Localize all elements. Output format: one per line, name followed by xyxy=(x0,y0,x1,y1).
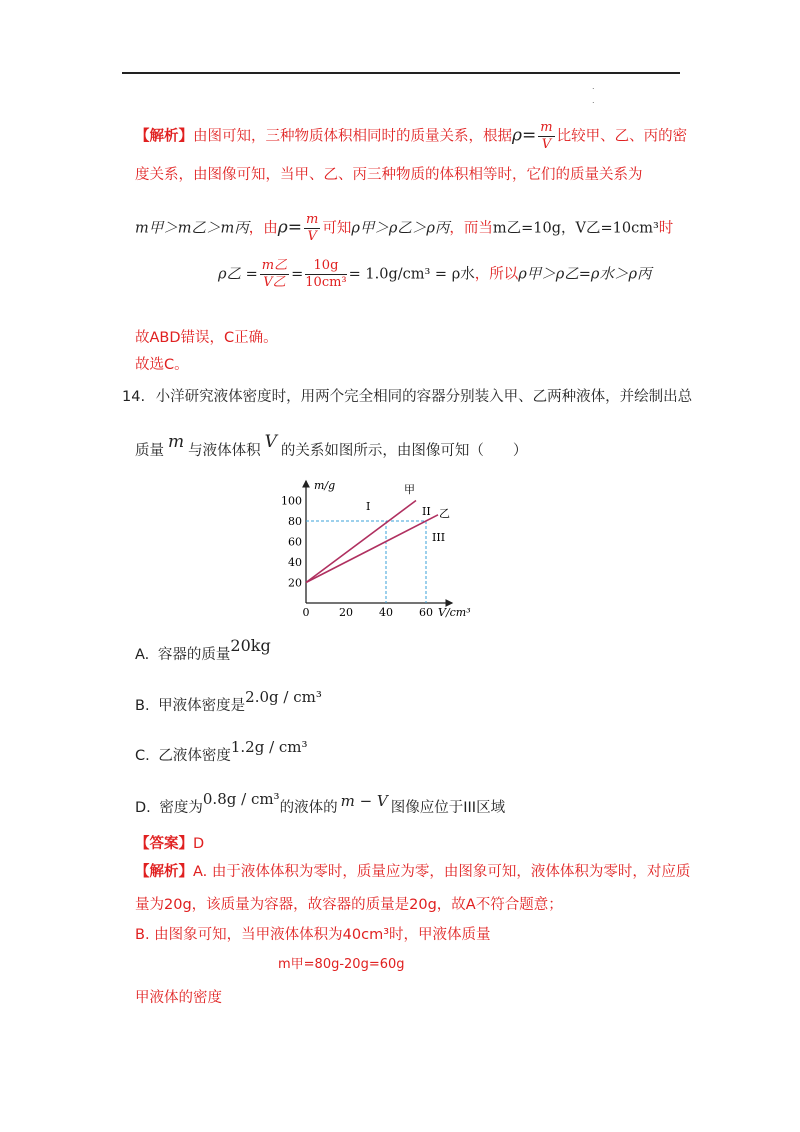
choice-line: 故选C。 xyxy=(135,357,189,373)
region-I-label: I xyxy=(366,500,371,513)
y-tick-label: 100 xyxy=(281,494,302,508)
analysis-line-3: m甲＞m乙＞m丙，由ρ= $\frac{m}{V}$ 可知ρ甲＞ρ乙＞ρ丙，而当m乙=10g，V乙=10cm³时 xyxy=(135,212,674,244)
fraction-m-v: $\frac{\text{m乙}}{\text{V乙}}$ xyxy=(261,258,288,290)
answer-analysis-a2: 量为20g，该质量为容器，故容器的质量是20g，故A不符合题意； xyxy=(135,897,563,913)
analysis-line-4: ρ乙 = $\frac{\text{m乙}}{\text{V乙}}$ = $\frac{10g}{\text{10cm³}}$ = 1.0g/cm³ = ρ水，所以ρ甲＞ρ乙=ρ水＞ρ丙 xyxy=(218,258,652,290)
question-14-stem-1: 14. 小洋研究液体密度时，用两个完全相同的容器分别装入甲、乙两种液体，并绘制出总 xyxy=(122,389,693,405)
density-fraction-2: $\frac{m}{V}$ xyxy=(306,212,319,244)
answer-analysis-b2: m甲=80g-20g=60g xyxy=(278,957,405,972)
y-tick-label: 80 xyxy=(288,515,302,528)
line-jia xyxy=(306,501,416,583)
option-a[interactable]: A. 容器的质量20kg xyxy=(135,636,271,663)
x-tick-label: 60 xyxy=(419,606,433,619)
analysis-text-1: 由图可知，三种物质体积相同时的质量关系，根据 xyxy=(193,128,512,145)
density-fraction: $\frac{m}{V}$ xyxy=(540,120,553,152)
answer-analysis-b3: 甲液体的密度 xyxy=(135,990,222,1006)
answer-analysis-a1: 【解析】A. 由于液体体积为零时，质量应为零，由图象可知，液体体积为零时，对应质 xyxy=(135,864,691,880)
mass-relation: m甲＞m乙＞m丙 xyxy=(135,220,249,237)
answer-value: D xyxy=(193,836,205,852)
mass-volume-graph xyxy=(280,475,480,625)
conclusion-line: 故ABD错误，C正确。 xyxy=(135,330,278,346)
rho-symbol: ρ= xyxy=(512,125,537,146)
line-yi xyxy=(306,515,438,583)
region-II-label: II xyxy=(422,505,431,518)
header-rule xyxy=(122,72,680,74)
fraction-values: $\frac{10g}{\text{10cm³}}$ xyxy=(305,258,347,290)
x-tick-label: 0 xyxy=(302,606,310,619)
x-tick-label: 20 xyxy=(339,606,353,619)
answer-line: 【答案】D xyxy=(135,836,205,852)
option-d[interactable]: D. 密度为0.8g / cm³的液体的 m − V 图像应位于III区域 xyxy=(135,790,506,816)
analysis-line-1 xyxy=(135,120,687,153)
option-b[interactable]: B. 甲液体密度是2.0g / cm³ xyxy=(135,688,322,714)
given-values: m乙=10g，V乙=10cm³ xyxy=(492,220,659,237)
question-14-stem-2: 质量 m 与液体体积 V 的关系如图所示，由图像可知（ ） xyxy=(135,432,528,459)
label-jia: 甲 xyxy=(404,483,415,496)
analysis-text-1b: 比较甲、乙、丙的密 xyxy=(556,128,688,145)
y-tick-label: 40 xyxy=(288,556,302,569)
y-tick-label: 20 xyxy=(288,576,302,590)
label-yi: 乙 xyxy=(439,507,450,520)
analysis-tag: 【解析】 xyxy=(135,128,193,145)
y-axis-label: m/g xyxy=(314,479,336,492)
y-tick-label: 60 xyxy=(288,535,302,549)
x-tick-label: 40 xyxy=(379,606,393,619)
question-number: 14. xyxy=(122,389,146,405)
corner-dots: . . xyxy=(592,82,595,105)
analysis-line-2: 度关系，由图像可知，当甲、乙、丙三种物质的体积相等时，它们的质量关系为 xyxy=(135,167,643,183)
region-III-label: III xyxy=(432,531,446,544)
x-axis-label: V/cm³ xyxy=(438,606,471,619)
option-c[interactable]: C. 乙液体密度1.2g / cm³ xyxy=(135,738,308,764)
answer-analysis-b1: B. 由图象可知，当甲液体体积为40cm³时，甲液体质量 xyxy=(135,927,491,943)
density-relation: ρ甲＞ρ乙＞ρ丙 xyxy=(351,220,450,237)
